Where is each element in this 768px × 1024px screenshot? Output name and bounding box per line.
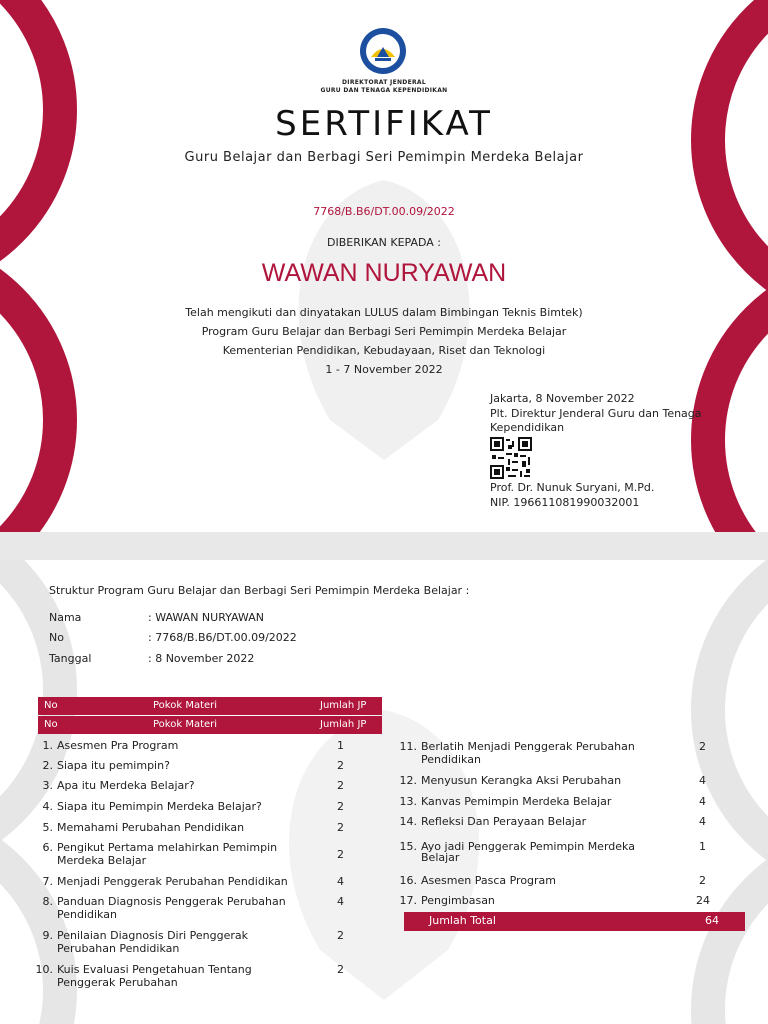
row-topic: Penilaian Diagnosis Diri Penggerak Perubahan Pendidikan bbox=[57, 929, 249, 955]
number-label: No bbox=[49, 631, 64, 644]
table-row bbox=[42, 875, 344, 888]
header-jp: Jumlah JP bbox=[320, 719, 367, 730]
header-topic: Pokok Materi bbox=[153, 700, 218, 711]
row-topic: Memahami Perubahan Pendidikan bbox=[57, 821, 245, 834]
table-row bbox=[399, 840, 706, 864]
number-value: : 7768/B.B6/DT.00.09/2022 bbox=[148, 631, 297, 644]
row-jp: 2 bbox=[699, 874, 706, 887]
header-no: No bbox=[44, 700, 58, 711]
row-topic: Apa itu Merdeka Belajar? bbox=[57, 779, 195, 792]
row-jp: 4 bbox=[699, 815, 706, 828]
row-topic: Panduan Diagnosis Penggerak Perubahan Pendidikan bbox=[57, 895, 286, 921]
tut-wuri-handayani-logo-icon bbox=[359, 27, 407, 75]
header-jp: Jumlah JP bbox=[320, 700, 367, 711]
row-jp: 4 bbox=[337, 875, 344, 888]
row-number: 6. bbox=[42, 841, 53, 854]
total-label: Jumlah Total bbox=[429, 914, 496, 927]
row-number: 9. bbox=[42, 929, 53, 942]
table-row bbox=[42, 800, 344, 813]
row-number: 2. bbox=[42, 759, 53, 772]
row-topic: Asesmen Pasca Program bbox=[421, 874, 557, 887]
table-header bbox=[38, 697, 382, 715]
row-topic: Menyusun Kerangka Aksi Perubahan bbox=[421, 774, 622, 787]
row-number: 12. bbox=[399, 774, 417, 787]
row-jp: 2 bbox=[337, 848, 344, 861]
row-number: 10. bbox=[35, 963, 53, 976]
header-no: No bbox=[44, 719, 58, 730]
table-row bbox=[42, 821, 344, 834]
page-separator bbox=[0, 532, 768, 560]
row-jp: 4 bbox=[699, 774, 706, 787]
date-value: : 8 November 2022 bbox=[148, 652, 255, 665]
description-line-3: Kementerian Pendidikan, Kebudayaan, Riset dan Teknologi bbox=[222, 344, 546, 357]
row-number: 5. bbox=[42, 821, 53, 834]
table-row bbox=[42, 739, 344, 752]
date-label: Tanggal bbox=[49, 652, 92, 665]
signer-nip: NIP. 196611081990032001 bbox=[490, 496, 640, 509]
row-jp: 24 bbox=[696, 894, 710, 907]
row-number: 15. bbox=[399, 840, 417, 853]
row-number: 13. bbox=[399, 795, 417, 808]
row-topic: Kuis Evaluasi Pengetahuan Tentang Penggerak Perubahan bbox=[57, 963, 252, 989]
total-row bbox=[404, 912, 745, 931]
row-number: 17. bbox=[399, 894, 417, 907]
row-topic: Menjadi Penggerak Perubahan Pendidikan bbox=[57, 875, 288, 888]
table-row bbox=[42, 929, 344, 955]
row-jp: 2 bbox=[337, 779, 344, 792]
row-jp: 4 bbox=[337, 895, 344, 908]
table-row bbox=[42, 759, 344, 772]
given-to-label: DIBERIKAN KEPADA : bbox=[327, 236, 441, 249]
row-number: 3. bbox=[42, 779, 53, 792]
row-number: 7. bbox=[42, 875, 53, 888]
table-row bbox=[399, 894, 710, 907]
sign-place-date: Jakarta, 8 November 2022 bbox=[490, 392, 635, 405]
table-row bbox=[42, 895, 344, 921]
row-jp: 2 bbox=[337, 759, 344, 772]
qr-code-icon bbox=[490, 437, 532, 479]
program-dates: 1 - 7 November 2022 bbox=[325, 363, 443, 376]
table-row bbox=[399, 774, 706, 787]
row-topic: Siapa itu pemimpin? bbox=[57, 759, 170, 772]
header-topic: Pokok Materi bbox=[153, 719, 218, 730]
row-topic: Pengimbasan bbox=[421, 894, 495, 907]
row-jp: 2 bbox=[337, 929, 344, 942]
table-row bbox=[399, 795, 706, 808]
signer-name: Prof. Dr. Nunuk Suryani, M.Pd. bbox=[490, 481, 655, 494]
table-row bbox=[399, 740, 706, 766]
row-jp: 1 bbox=[337, 739, 344, 752]
row-jp: 2 bbox=[337, 963, 344, 976]
row-number: 16. bbox=[399, 874, 417, 887]
row-jp: 4 bbox=[699, 795, 706, 808]
table-row bbox=[35, 963, 344, 989]
table-row bbox=[399, 874, 706, 887]
signer-position: Plt. Direktur Jenderal Guru dan Tenaga Kependidikan bbox=[490, 407, 702, 434]
row-topic: Ayo jadi Penggerak Pemimpin Merdeka Belajar bbox=[421, 840, 635, 864]
table-row bbox=[42, 841, 344, 867]
row-topic: Refleksi Dan Perayaan Belajar bbox=[421, 815, 587, 828]
name-label: Nama bbox=[49, 611, 82, 624]
row-number: 4. bbox=[42, 800, 53, 813]
row-topic: Asesmen Pra Program bbox=[57, 739, 179, 752]
name-value: : WAWAN NURYAWAN bbox=[148, 611, 264, 624]
row-jp: 2 bbox=[337, 800, 344, 813]
recipient-name: WAWAN NURYAWAN bbox=[261, 259, 507, 287]
structure-heading: Struktur Program Guru Belajar dan Berbagi Seri Pemimpin Merdeka Belajar : bbox=[49, 584, 470, 597]
row-topic: Pengikut Pertama melahirkan Pemimpin Merdeka Belajar bbox=[57, 841, 278, 867]
row-jp: 1 bbox=[699, 840, 706, 853]
row-number: 11. bbox=[399, 740, 417, 753]
row-number: 8. bbox=[42, 895, 53, 908]
row-number: 1. bbox=[42, 739, 53, 752]
certificate-title: SERTIFIKAT bbox=[275, 104, 493, 144]
table-header-repeat bbox=[38, 716, 382, 734]
row-topic: Siapa itu Pemimpin Merdeka Belajar? bbox=[57, 800, 262, 813]
certificate-number: 7768/B.B6/DT.00.09/2022 bbox=[313, 205, 455, 218]
description-line-1: Telah mengikuti dan dinyatakan LULUS dalam Bimbingan Teknis Bimtek) bbox=[185, 306, 583, 319]
description-line-2: Program Guru Belajar dan Berbagi Seri Pemimpin Merdeka Belajar bbox=[201, 325, 567, 338]
table-row bbox=[42, 779, 344, 792]
row-jp: 2 bbox=[699, 740, 706, 753]
total-value: 64 bbox=[705, 914, 719, 927]
row-jp: 2 bbox=[337, 821, 344, 834]
org-line-2: GURU DAN TENAGA KEPENDIDIKAN bbox=[320, 87, 448, 94]
certificate-subtitle: Guru Belajar dan Berbagi Seri Pemimpin Merdeka Belajar bbox=[184, 150, 584, 165]
row-topic: Berlatih Menjadi Penggerak Perubahan Pendidikan bbox=[421, 740, 635, 766]
row-topic: Kanvas Pemimpin Merdeka Belajar bbox=[421, 795, 612, 808]
row-number: 14. bbox=[399, 815, 417, 828]
table-row bbox=[399, 815, 706, 828]
org-line-1: DIREKTORAT JENDERAL bbox=[342, 79, 426, 86]
